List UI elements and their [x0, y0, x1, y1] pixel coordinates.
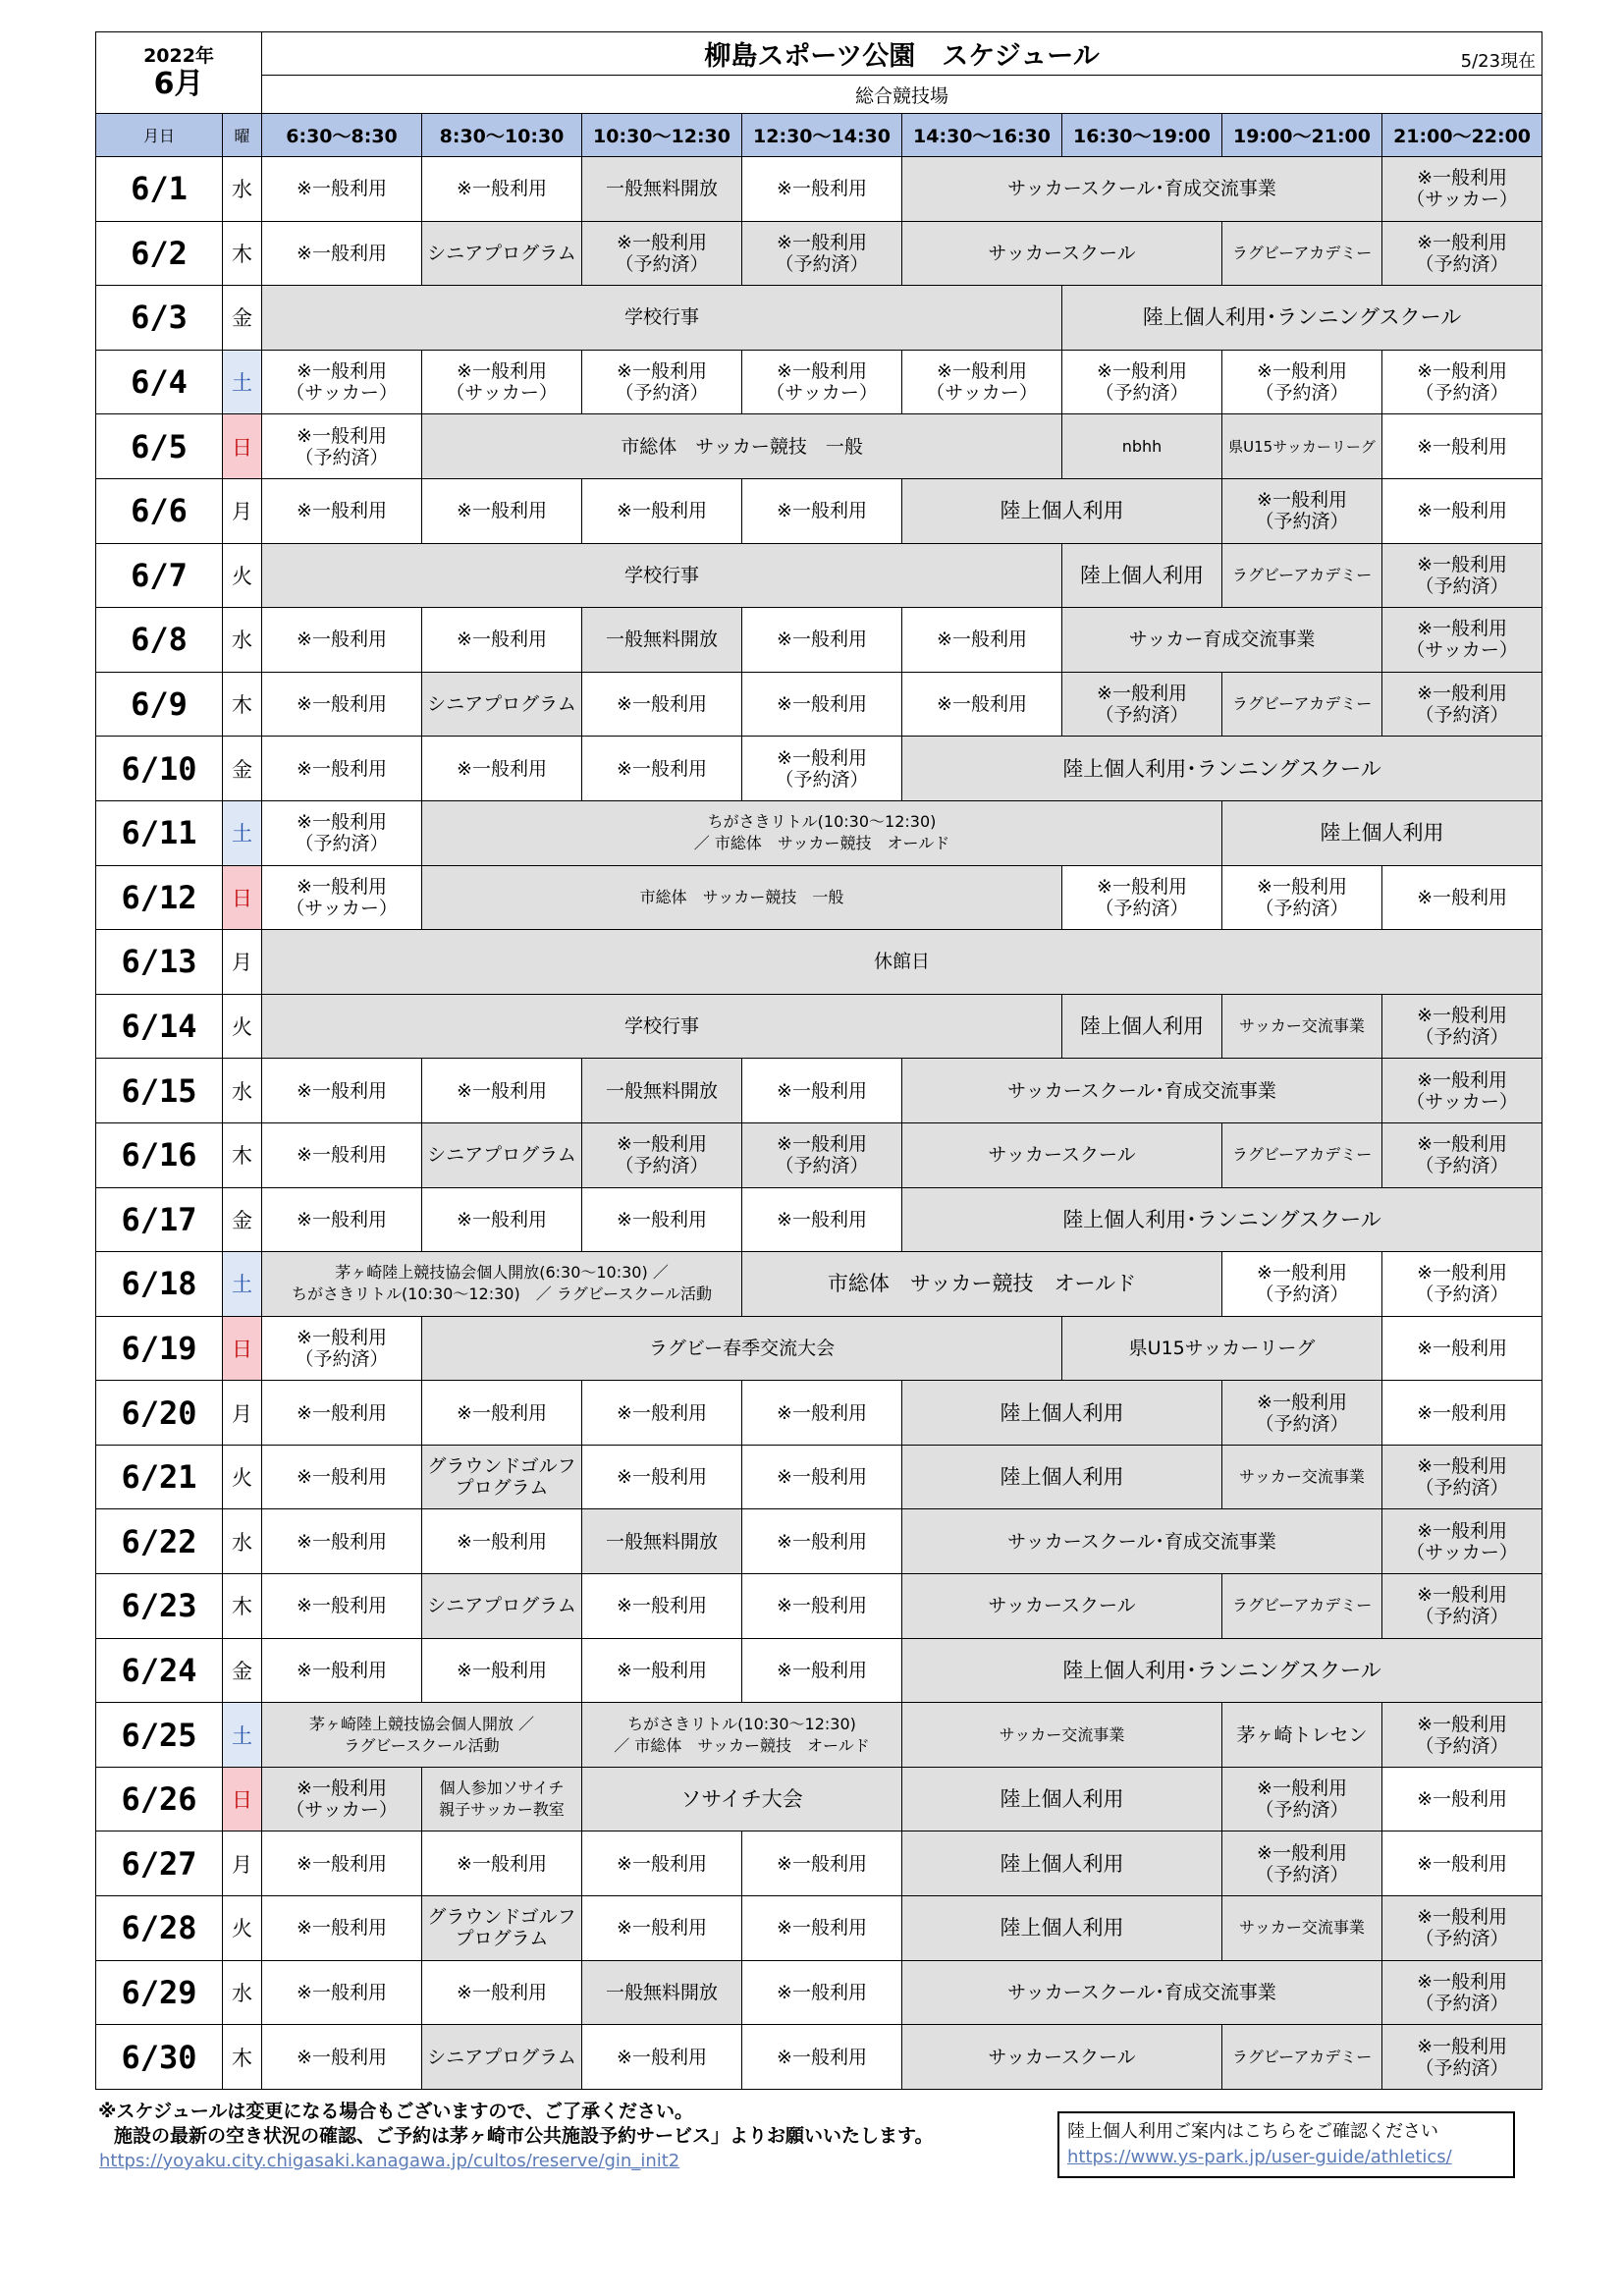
schedule-cell: ※一般利用 （予約済） [1222, 1831, 1382, 1896]
schedule-cell: 一般無料開放 [582, 1059, 742, 1123]
schedule-cell: ※一般利用 （サッカー） [1382, 1509, 1542, 1574]
schedule-cell: ※一般利用 [742, 2025, 902, 2090]
day-row [96, 543, 1542, 608]
day-of-week: 木 [223, 1574, 262, 1639]
schedule-cell: 茅ヶ崎トレセン [1222, 1703, 1382, 1768]
day-date: 6/9 [96, 672, 223, 737]
day-of-week: 水 [223, 608, 262, 673]
schedule-cell: ※一般利用 [582, 1638, 742, 1703]
day-row [96, 1059, 1542, 1123]
day-date: 6/19 [96, 1316, 223, 1381]
schedule-cell: ※一般利用 （予約済） [1222, 865, 1382, 930]
schedule-cell: ※一般利用 [582, 1896, 742, 1961]
day-row [96, 930, 1542, 995]
day-date: 6/13 [96, 930, 223, 995]
schedule-cell: ラグビーアカデミー [1222, 1574, 1382, 1639]
slot-header: 8:30～10:30 [422, 114, 582, 157]
footer-notes [98, 2100, 933, 2149]
schedule-cell: ※一般利用 [422, 1187, 582, 1252]
schedule-cell: 個人参加ソサイチ 親子サッカー教室 [422, 1767, 582, 1831]
schedule-cell: ちがさきリトル(10:30～12:30) ／ 市総体 サッカー競技 オールド [582, 1703, 902, 1768]
schedule-cell: ※一般利用 [262, 737, 422, 801]
schedule-cell: ラグビーアカデミー [1222, 221, 1382, 286]
schedule-cell: ※一般利用 [422, 737, 582, 801]
day-row [96, 2025, 1542, 2090]
schedule-cell: ※一般利用 [262, 1059, 422, 1123]
col-date-header: 月日 [96, 114, 223, 157]
schedule-cell: サッカー育成交流事業 [1062, 608, 1382, 673]
day-date: 6/15 [96, 1059, 223, 1123]
day-date: 6/17 [96, 1187, 223, 1252]
schedule-cell: ※一般利用 [582, 672, 742, 737]
schedule-cell: ※一般利用 [1382, 865, 1542, 930]
day-of-week: 火 [223, 1445, 262, 1509]
schedule-cell: 学校行事 [262, 543, 1062, 608]
schedule-cell: ※一般利用 （サッカー） [262, 865, 422, 930]
schedule-cell: 学校行事 [262, 994, 1062, 1059]
schedule-cell: シニアプログラム [422, 672, 582, 737]
day-row [96, 865, 1542, 930]
schedule-cell: 陸上個人利用 [902, 1767, 1222, 1831]
schedule-cell: ※一般利用 （サッカー） [1382, 157, 1542, 222]
day-of-week: 火 [223, 1896, 262, 1961]
schedule-cell: ※一般利用 [262, 1896, 422, 1961]
schedule-cell: ※一般利用 （サッカー） [742, 350, 902, 414]
schedule-cell: 陸上個人利用 [902, 1831, 1222, 1896]
schedule-cell: ※一般利用 （予約済） [1382, 1445, 1542, 1509]
day-row [96, 221, 1542, 286]
day-date: 6/21 [96, 1445, 223, 1509]
day-date: 6/12 [96, 865, 223, 930]
day-row [96, 737, 1542, 801]
day-of-week: 火 [223, 994, 262, 1059]
schedule-cell: 休館日 [262, 930, 1542, 995]
page-title-cell [262, 32, 1542, 76]
schedule-cell: サッカースクール [902, 1122, 1222, 1187]
schedule-cell: ※一般利用 [422, 1509, 582, 1574]
as-of-date: 5/23現在 [1460, 51, 1537, 72]
day-date: 6/2 [96, 221, 223, 286]
schedule-cell: 市総体 サッカー競技 一般 [422, 865, 1062, 930]
day-row [96, 1574, 1542, 1639]
slot-header: 14:30～16:30 [902, 114, 1062, 157]
schedule-cell: サッカー交流事業 [1222, 994, 1382, 1059]
schedule-cell: 市総体 サッカー競技 オールド [742, 1252, 1222, 1317]
schedule-cell: ※一般利用 （予約済） [582, 1122, 742, 1187]
schedule-cell: ※一般利用 [582, 1574, 742, 1639]
schedule-cell: 一般無料開放 [582, 157, 742, 222]
schedule-cell: ※一般利用 （予約済） [582, 221, 742, 286]
schedule-cell: ※一般利用 [1382, 1316, 1542, 1381]
schedule-cell: ※一般利用 [582, 2025, 742, 2090]
schedule-cell: ※一般利用 [262, 1509, 422, 1574]
schedule-cell: ※一般利用 （予約済） [1222, 1767, 1382, 1831]
day-row [96, 800, 1542, 865]
day-date: 6/7 [96, 543, 223, 608]
day-date: 6/24 [96, 1638, 223, 1703]
schedule-cell: ※一般利用 [582, 1381, 742, 1446]
schedule-cell: ※一般利用 [742, 1896, 902, 1961]
schedule-cell: サッカースクール･育成交流事業 [902, 1509, 1382, 1574]
schedule-cell: ※一般利用 （予約済） [582, 350, 742, 414]
day-date: 6/22 [96, 1509, 223, 1574]
day-date: 6/18 [96, 1252, 223, 1317]
schedule-cell: シニアプログラム [422, 221, 582, 286]
schedule-cell: ※一般利用 [422, 478, 582, 543]
schedule-cell: ※一般利用 （予約済） [1382, 1574, 1542, 1639]
schedule-cell: ※一般利用 [262, 672, 422, 737]
schedule-table [95, 31, 1542, 2090]
day-of-week: 木 [223, 2025, 262, 2090]
day-date: 6/23 [96, 1574, 223, 1639]
schedule-cell: ※一般利用 （予約済） [1222, 1252, 1382, 1317]
schedule-cell: ※一般利用 （予約済） [262, 414, 422, 479]
slot-header: 6:30～8:30 [262, 114, 422, 157]
schedule-cell: ※一般利用 （予約済） [1382, 1703, 1542, 1768]
schedule-cell: ※一般利用 （予約済） [1382, 543, 1542, 608]
schedule-cell: ※一般利用 （サッカー） [422, 350, 582, 414]
schedule-cell: ※一般利用 （サッカー） [902, 350, 1062, 414]
schedule-cell: ※一般利用 [1382, 478, 1542, 543]
schedule-cell: ※一般利用 （予約済） [1382, 1252, 1542, 1317]
day-row [96, 608, 1542, 673]
schedule-cell: ※一般利用 [742, 608, 902, 673]
schedule-cell: 陸上個人利用 [1062, 543, 1222, 608]
schedule-cell: ラグビーアカデミー [1222, 672, 1382, 737]
schedule-cell: ※一般利用 （サッカー） [262, 1767, 422, 1831]
schedule-cell: ※一般利用 [742, 1638, 902, 1703]
day-row [96, 1703, 1542, 1768]
schedule-cell: ※一般利用 [262, 1445, 422, 1509]
day-date: 6/16 [96, 1122, 223, 1187]
schedule-cell: ※一般利用 （予約済） [1062, 672, 1222, 737]
schedule-cell: ※一般利用 （サッカー） [1382, 608, 1542, 673]
day-of-week: 月 [223, 930, 262, 995]
schedule-cell: 陸上個人利用 [902, 1445, 1222, 1509]
day-date: 6/26 [96, 1767, 223, 1831]
day-date: 6/8 [96, 608, 223, 673]
day-row [96, 1767, 1542, 1831]
schedule-cell: ※一般利用 （予約済） [1382, 1896, 1542, 1961]
schedule-cell: ※一般利用 [1382, 1767, 1542, 1831]
schedule-sheet [95, 31, 1542, 2090]
schedule-cell: ※一般利用 [582, 478, 742, 543]
day-of-week: 水 [223, 1509, 262, 1574]
footer-note-1: ※スケジュールは変更になる場合もございますので、ご了承ください。 [98, 2101, 693, 2122]
slot-header: 19:00～21:00 [1222, 114, 1382, 157]
schedule-cell: ラグビー春季交流大会 [422, 1316, 1062, 1381]
day-of-week: 水 [223, 157, 262, 222]
day-of-week: 水 [223, 1960, 262, 2025]
day-row [96, 1509, 1542, 1574]
day-of-week: 金 [223, 1187, 262, 1252]
schedule-cell: ※一般利用 [742, 1381, 902, 1446]
schedule-cell: 陸上個人利用 [1062, 994, 1222, 1059]
schedule-cell: ※一般利用 （予約済） [1222, 350, 1382, 414]
schedule-cell: ※一般利用 [902, 608, 1062, 673]
schedule-cell: ※一般利用 [1382, 1831, 1542, 1896]
schedule-cell: ※一般利用 [422, 1381, 582, 1446]
schedule-cell: ※一般利用 [742, 1960, 902, 2025]
schedule-cell: ※一般利用 [1382, 414, 1542, 479]
schedule-cell: ※一般利用 [742, 1445, 902, 1509]
day-of-week: 月 [223, 478, 262, 543]
schedule-cell: ※一般利用 （予約済） [1222, 1381, 1382, 1446]
schedule-cell: シニアプログラム [422, 1122, 582, 1187]
year-month-cell [96, 32, 262, 114]
day-date: 6/4 [96, 350, 223, 414]
schedule-cell: グラウンドゴルフ プログラム [422, 1896, 582, 1961]
schedule-cell: ※一般利用 [262, 1187, 422, 1252]
day-of-week: 土 [223, 1703, 262, 1768]
schedule-cell: サッカースクール･育成交流事業 [902, 157, 1382, 222]
day-of-week: 日 [223, 414, 262, 479]
day-row [96, 286, 1542, 351]
slot-header: 16:30～19:00 [1062, 114, 1222, 157]
schedule-cell: ※一般利用 （予約済） [1382, 221, 1542, 286]
schedule-cell: ※一般利用 [422, 1638, 582, 1703]
schedule-cell: ※一般利用 （予約済） [1382, 672, 1542, 737]
schedule-cell: ※一般利用 [742, 1187, 902, 1252]
day-row [96, 1187, 1542, 1252]
schedule-cell: ※一般利用 （予約済） [1382, 350, 1542, 414]
schedule-cell: ※一般利用 （サッカー） [1382, 1059, 1542, 1123]
schedule-cell: ラグビーアカデミー [1222, 1122, 1382, 1187]
schedule-cell: ※一般利用 （予約済） [1382, 1960, 1542, 2025]
day-of-week: 土 [223, 1252, 262, 1317]
day-of-week: 土 [223, 350, 262, 414]
year-label: 2022年 [143, 45, 214, 67]
day-row [96, 350, 1542, 414]
schedule-cell: nbhh [1062, 414, 1222, 479]
schedule-cell: サッカー交流事業 [1222, 1896, 1382, 1961]
day-row [96, 478, 1542, 543]
schedule-cell: 陸上個人利用 [902, 1896, 1222, 1961]
schedule-cell: シニアプログラム [422, 2025, 582, 2090]
schedule-cell: ※一般利用 [422, 1831, 582, 1896]
schedule-cell: サッカースクール [902, 2025, 1222, 2090]
day-row [96, 994, 1542, 1059]
day-of-week: 金 [223, 1638, 262, 1703]
schedule-cell: ※一般利用 [742, 672, 902, 737]
schedule-cell: 陸上個人利用 [902, 478, 1222, 543]
day-of-week: 木 [223, 1122, 262, 1187]
schedule-cell: ※一般利用 [262, 608, 422, 673]
schedule-cell: ※一般利用 [262, 1638, 422, 1703]
schedule-cell: ※一般利用 [262, 2025, 422, 2090]
schedule-cell: サッカースクール [902, 1574, 1222, 1639]
day-of-week: 木 [223, 221, 262, 286]
footer-note-2: 施設の最新の空き状況の確認、ご予約は茅ヶ崎市公共施設予約サービス」よりお願いいたします。 [114, 2125, 934, 2147]
day-date: 6/1 [96, 157, 223, 222]
schedule-cell: ※一般利用 [262, 1574, 422, 1639]
schedule-cell: 茅ヶ崎陸上競技協会個人開放 ／ ラグビースクール活動 [262, 1703, 582, 1768]
schedule-cell: ※一般利用 [262, 157, 422, 222]
day-of-week: 火 [223, 543, 262, 608]
schedule-cell: ※一般利用 （予約済） [1062, 865, 1222, 930]
schedule-cell: ※一般利用 [422, 157, 582, 222]
schedule-cell: ※一般利用 [582, 1831, 742, 1896]
day-row [96, 1122, 1542, 1187]
schedule-cell: ※一般利用 [742, 1831, 902, 1896]
day-row [96, 157, 1542, 222]
schedule-cell: 一般無料開放 [582, 608, 742, 673]
schedule-cell: ちがさきリトル(10:30～12:30) ／ 市総体 サッカー競技 オールド [422, 800, 1222, 865]
day-row [96, 1896, 1542, 1961]
schedule-cell: 県U15サッカーリーグ [1062, 1316, 1382, 1381]
schedule-cell: ※一般利用 [902, 672, 1062, 737]
schedule-cell: シニアプログラム [422, 1574, 582, 1639]
schedule-cell: 陸上個人利用･ランニングスクール [902, 1187, 1542, 1252]
schedule-cell: ※一般利用 [742, 478, 902, 543]
day-of-week: 月 [223, 1831, 262, 1896]
day-date: 6/28 [96, 1896, 223, 1961]
schedule-cell: ※一般利用 [582, 737, 742, 801]
schedule-cell: ※一般利用 [582, 1445, 742, 1509]
schedule-cell: 県U15サッカーリーグ [1222, 414, 1382, 479]
slot-header: 12:30～14:30 [742, 114, 902, 157]
schedule-cell: 学校行事 [262, 286, 1062, 351]
venue-label: 総合競技場 [262, 76, 1542, 114]
schedule-cell: ※一般利用 [422, 1960, 582, 2025]
schedule-cell: ※一般利用 （予約済） [1062, 350, 1222, 414]
day-date: 6/30 [96, 2025, 223, 2090]
schedule-cell: ※一般利用 [262, 478, 422, 543]
reservation-link[interactable]: https://yoyaku.city.chigasaki.kanagawa.jp/cultos/reserve/gin_init2 [99, 2151, 680, 2171]
day-row [96, 1638, 1542, 1703]
schedule-cell: ※一般利用 [422, 608, 582, 673]
day-of-week: 土 [223, 800, 262, 865]
schedule-cell: ※一般利用 [1382, 1381, 1542, 1446]
schedule-cell: 陸上個人利用･ランニングスクール [1062, 286, 1542, 351]
day-date: 6/25 [96, 1703, 223, 1768]
schedule-cell: ※一般利用 （予約済） [262, 1316, 422, 1381]
schedule-cell: ※一般利用 （予約済） [262, 800, 422, 865]
schedule-cell: ※一般利用 [742, 1509, 902, 1574]
day-row [96, 1381, 1542, 1446]
day-row [96, 1445, 1542, 1509]
day-date: 6/20 [96, 1381, 223, 1446]
day-of-week: 木 [223, 672, 262, 737]
schedule-cell: ソサイチ大会 [582, 1767, 902, 1831]
schedule-cell: 陸上個人利用･ランニングスクール [902, 1638, 1542, 1703]
day-date: 6/14 [96, 994, 223, 1059]
schedule-cell: ※一般利用 （予約済） [742, 737, 902, 801]
schedule-cell: ※一般利用 （予約済） [1382, 994, 1542, 1059]
col-dow-header: 曜 [223, 114, 262, 157]
day-of-week: 金 [223, 286, 262, 351]
day-row [96, 414, 1542, 479]
day-of-week: 金 [223, 737, 262, 801]
slot-header: 10:30～12:30 [582, 114, 742, 157]
schedule-cell: サッカー交流事業 [902, 1703, 1222, 1768]
athletics-info-box [1057, 2111, 1515, 2178]
athletics-info-text: 陸上個人利用ご案内はこちらをご確認ください [1067, 2121, 1438, 2142]
athletics-info-link[interactable]: https://www.ys-park.jp/user-guide/athletics/ [1067, 2147, 1452, 2167]
month-label: 6月 [153, 67, 204, 101]
schedule-cell: 陸上個人利用 [902, 1381, 1222, 1446]
schedule-cell: 市総体 サッカー競技 一般 [422, 414, 1062, 479]
schedule-cell: サッカースクール･育成交流事業 [902, 1960, 1382, 2025]
schedule-cell: ラグビーアカデミー [1222, 543, 1382, 608]
schedule-cell: ラグビーアカデミー [1222, 2025, 1382, 2090]
schedule-cell: ※一般利用 （予約済） [1222, 478, 1382, 543]
schedule-cell: ※一般利用 [742, 157, 902, 222]
schedule-cell: ※一般利用 （予約済） [742, 1122, 902, 1187]
slot-header: 21:00～22:00 [1382, 114, 1542, 157]
schedule-cell: ※一般利用 [422, 1059, 582, 1123]
day-date: 6/29 [96, 1960, 223, 2025]
schedule-cell: ※一般利用 [262, 1381, 422, 1446]
day-date: 6/5 [96, 414, 223, 479]
day-of-week: 日 [223, 1767, 262, 1831]
schedule-cell: ※一般利用 [742, 1574, 902, 1639]
schedule-cell: 一般無料開放 [582, 1960, 742, 2025]
day-row [96, 1252, 1542, 1317]
schedule-cell: ※一般利用 （予約済） [1382, 2025, 1542, 2090]
day-of-week: 日 [223, 1316, 262, 1381]
schedule-cell: 陸上個人利用 [1222, 800, 1542, 865]
schedule-cell: サッカースクール･育成交流事業 [902, 1059, 1382, 1123]
day-date: 6/11 [96, 800, 223, 865]
schedule-cell: ※一般利用 [582, 1187, 742, 1252]
day-of-week: 月 [223, 1381, 262, 1446]
day-date: 6/3 [96, 286, 223, 351]
schedule-cell: サッカースクール [902, 221, 1222, 286]
schedule-cell: 茅ヶ崎陸上競技協会個人開放(6:30～10:30) ／ ちがさきリトル(10:30～12:30) ／ ラグビースクール活動 [262, 1252, 742, 1317]
schedule-cell: ※一般利用 [262, 1831, 422, 1896]
schedule-cell: サッカー交流事業 [1222, 1445, 1382, 1509]
schedule-cell: グラウンドゴルフ プログラム [422, 1445, 582, 1509]
day-row [96, 672, 1542, 737]
schedule-cell: 一般無料開放 [582, 1509, 742, 1574]
schedule-cell: ※一般利用 [262, 1960, 422, 2025]
column-header-row [96, 114, 1542, 157]
schedule-cell: ※一般利用 [742, 1059, 902, 1123]
day-date: 6/10 [96, 737, 223, 801]
page-title: 柳島スポーツ公園 スケジュール [704, 41, 1100, 72]
schedule-cell: 陸上個人利用･ランニングスクール [902, 737, 1542, 801]
day-date: 6/6 [96, 478, 223, 543]
schedule-cell: ※一般利用 （サッカー） [262, 350, 422, 414]
schedule-cell: ※一般利用 [262, 1122, 422, 1187]
day-row [96, 1960, 1542, 2025]
day-row [96, 1831, 1542, 1896]
day-row [96, 1316, 1542, 1381]
day-of-week: 水 [223, 1059, 262, 1123]
day-of-week: 日 [223, 865, 262, 930]
day-date: 6/27 [96, 1831, 223, 1896]
schedule-cell: ※一般利用 （予約済） [1382, 1122, 1542, 1187]
schedule-cell: ※一般利用 [262, 221, 422, 286]
schedule-cell: ※一般利用 （予約済） [742, 221, 902, 286]
